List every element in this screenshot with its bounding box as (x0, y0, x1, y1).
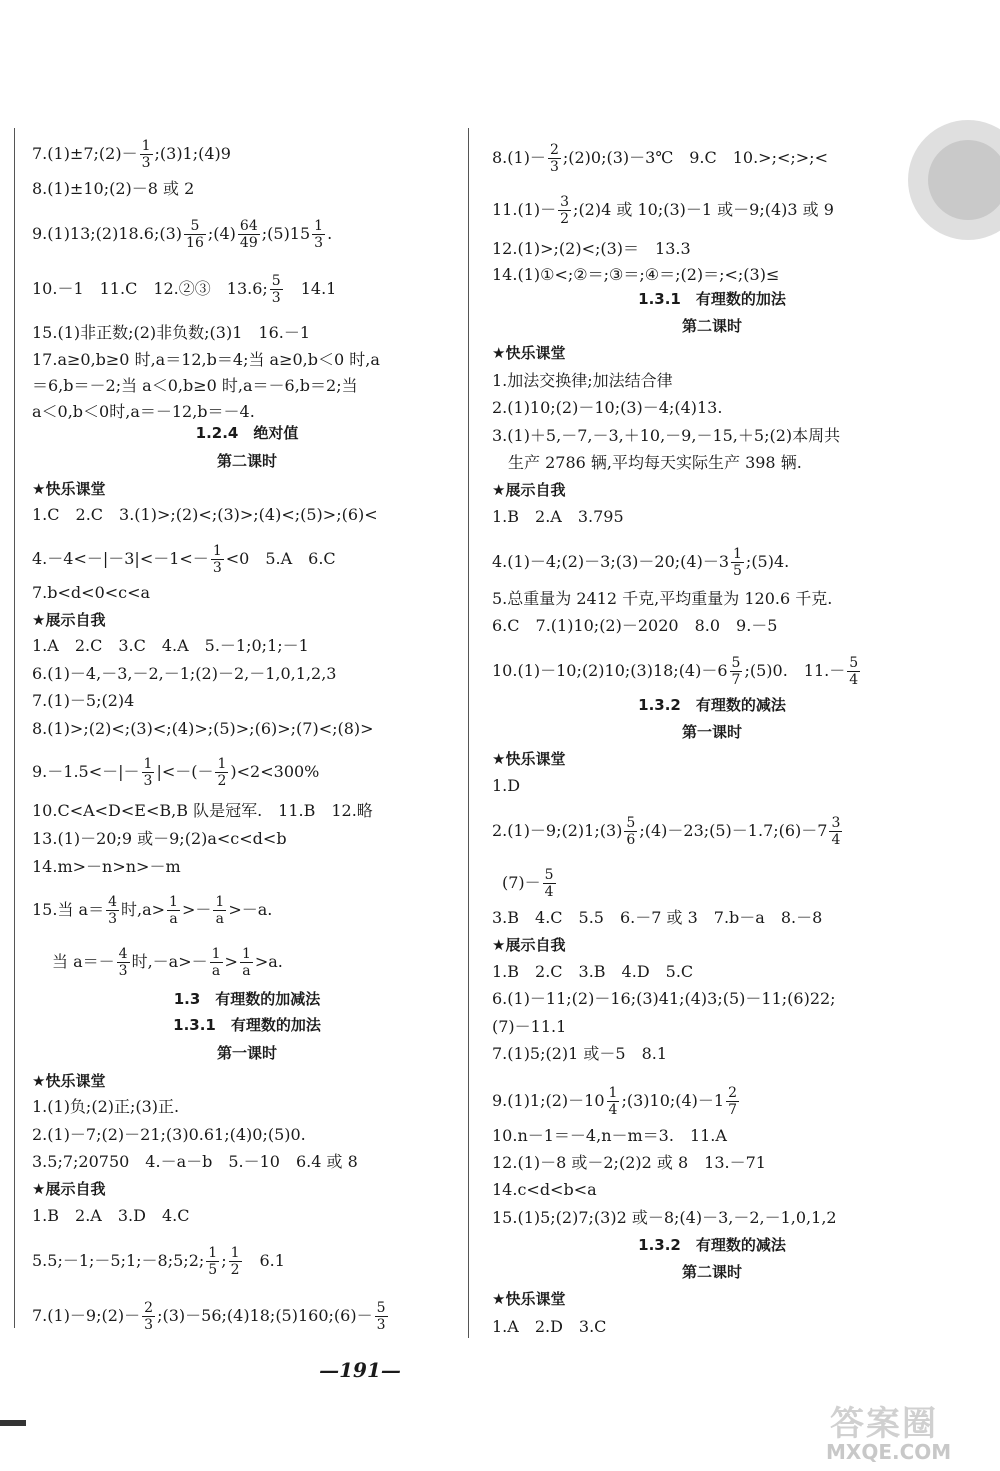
page-number: —191— (319, 1358, 401, 1382)
answer-line: 1.(1)负;(2)正;(3)正. (32, 1097, 180, 1116)
answer-line: 14.m>－n>n>－m (32, 857, 181, 876)
answer-line: 1.C 2.C 3.(1)>;(2)<;(3)>;(4)<;(5)>;(6)< (32, 505, 378, 524)
lesson-heading: 第二课时 (681, 1263, 742, 1281)
answer-line: 10.(1)－10;(2)10;(3)18;(4)－6 $\frac{5}{7}$ ;(5)0. 11.－ $\frac{5}{4}$ (492, 655, 859, 688)
answer-line: 6.(1)－11;(2)－16;(3)41;(4)3;(5)－11;(6)22; (492, 989, 836, 1008)
section-label: ★快乐课堂 (492, 1290, 566, 1308)
answer-line: 10.C<A<D<E<B,B 队是冠军. 11.B 12.略 (32, 801, 373, 820)
answer-line: 8.(1)>;(2)<;(3)<;(4)>;(5)>;(6)>;(7)<;(8)> (32, 719, 374, 738)
lesson-heading: 第二课时 (681, 317, 742, 335)
answer-line: 15.(1)5;(2)7;(3)2 或－8;(4)－3,－2,－1,0,1,2 (492, 1208, 837, 1227)
answer-line: 3.B 4.C 5.5 6.－7 或 3 7.b－a 8.－8 (492, 908, 823, 927)
answer-line: 8.(1)－ $\frac{2}{3}$ ;(2)0;(3)－3℃ 9.C 10.>;<;>;< (492, 142, 828, 175)
answer-line: 1.加法交换律;加法结合律 (492, 371, 673, 390)
answer-line: 10.n－1＝－4,n－m＝3. 11.A (492, 1126, 727, 1145)
answer-line: 12.(1)－8 或－2;(2)2 或 8 13.－71 (492, 1153, 766, 1172)
answer-line: (7)－ $\frac{5}{4}$ (502, 867, 554, 900)
column-divider (468, 128, 469, 1338)
answer-line: 1.A 2.C 3.C 4.A 5.－1;0;1;－1 (32, 636, 309, 655)
section-heading: 1.3.2 有理数的减法 (638, 1236, 786, 1254)
answer-line: 17.a≥0,b≥0 时,a＝12,b＝4;当 a≥0,b＜0 时,a (32, 350, 380, 369)
answer-line: 6.C 7.(1)10;(2)－2020 8.0 9.－5 (492, 616, 778, 635)
answer-line: 7.(1)5;(2)1 或－5 8.1 (492, 1044, 668, 1063)
section-heading: 1.3.1 有理数的加法 (173, 1016, 321, 1034)
answer-line: 9.－1.5<－|－ $\frac{1}{3}$ |<－(－ $\frac{1}{2}$ )<2<300% (32, 756, 320, 789)
watermark-url: MXQE.COM (826, 1440, 952, 1464)
answer-line: 14.c<d<b<a (492, 1180, 597, 1199)
answer-line: 7.(1)－5;(2)4 (32, 691, 135, 710)
answer-line: 8.(1)±10;(2)－8 或 2 (32, 179, 195, 198)
section-label: ★快乐课堂 (32, 480, 106, 498)
left-margin-rule (14, 128, 15, 1328)
section-heading: 1.3.2 有理数的减法 (638, 696, 786, 714)
section-label: ★展示自我 (492, 481, 566, 499)
answer-line: (7)－11.1 (492, 1017, 567, 1036)
answer-line: 9.(1)1;(2)－10 $\frac{1}{4}$ ;(3)10;(4)－1 $\frac{2}{7}$ (492, 1085, 738, 1118)
answer-line: 13.(1)－20;9 或－9;(2)a<c<d<b (32, 829, 287, 848)
answer-line: 4.－4<－|－3|<－1<－ $\frac{1}{3}$ <0 5.A 6.C (32, 543, 336, 576)
lesson-heading: 第一课时 (681, 723, 742, 741)
section-label: ★展示自我 (492, 936, 566, 954)
answer-line: 1.B 2.A 3.795 (492, 507, 624, 526)
answer-line: 7.(1)±7;(2)－ $\frac{1}{3}$ ;(3)1;(4)9 (32, 138, 231, 171)
section-heading: 1.3 有理数的加减法 (173, 990, 321, 1008)
answer-line: 11.(1)－ $\frac{3}{2}$ ;(2)4 或 10;(3)－1 或－9;(4)3 或 9 (492, 194, 834, 227)
answer-line: 1.B 2.A 3.D 4.C (32, 1206, 190, 1225)
answer-line: 5.5;－1;－5;1;－8;5;2; $\frac{1}{5}$ ; $\frac{1}{2}$ 6.1 (32, 1245, 285, 1278)
answer-line: 1.B 2.C 3.B 4.D 5.C (492, 962, 694, 981)
answer-line: ＝6,b＝－2;当 a＜0,b≥0 时,a＝－6,b＝2;当 (32, 376, 358, 395)
answer-line: 6.(1)－4,－3,－2,－1;(2)－2,－1,0,1,2,3 (32, 664, 337, 683)
answer-line: 1.D (492, 776, 521, 795)
page-edge-mark (0, 1420, 26, 1426)
answer-line: 15.(1)非正数;(2)非负数;(3)1 16.－1 (32, 323, 311, 342)
section-label: ★快乐课堂 (492, 344, 566, 362)
answer-line: 12.(1)>;(2)<;(3)＝ 13.3 (492, 239, 691, 258)
section-label: ★展示自我 (32, 1180, 106, 1198)
section-heading: 1.2.4 绝对值 (195, 424, 299, 442)
answer-line: 2.(1)10;(2)－10;(3)－4;(4)13. (492, 398, 723, 417)
section-label: ★快乐课堂 (492, 750, 566, 768)
section-label: ★展示自我 (32, 611, 106, 629)
lesson-heading: 第一课时 (216, 1044, 277, 1062)
answer-line: 15.当 a＝ $\frac{4}{3}$ 时,a> $\frac{1}{a}$ >－ $\frac{1}{a}$ >－a. (32, 894, 273, 927)
answer-line: 10.－1 11.C 12.②③ 13.6; $\frac{5}{3}$ 14.1 (32, 273, 337, 306)
answer-line: a＜0,b＜0时,a＝－12,b＝－4. (32, 402, 255, 421)
watermark-text: 答案圈 (830, 1404, 938, 1444)
section-label: ★快乐课堂 (32, 1072, 106, 1090)
corner-seal-stamp (908, 120, 1000, 240)
answer-line: 1.A 2.D 3.C (492, 1317, 607, 1336)
answer-line: 生产 2786 辆,平均每天实际生产 398 辆. (508, 453, 802, 472)
answer-line: 3.(1)＋5,－7,－3,＋10,－9,－15,＋5;(2)本周共 (492, 426, 841, 445)
answer-line: 当 a＝－ $\frac{4}{3}$ 时,－a>－ $\frac{1}{a}$ > $\frac{1}{a}$ >a. (52, 946, 283, 979)
answer-line: 7.b<d<0<c<a (32, 583, 151, 602)
section-heading: 1.3.1 有理数的加法 (638, 290, 786, 308)
answer-line: 5.总重量为 2412 千克,平均重量为 120.6 千克. (492, 589, 833, 608)
answer-line: 14.(1)①<;②＝;③＝;④＝;(2)＝;<;(3)≤ (492, 265, 780, 284)
answer-line: 2.(1)－9;(2)1;(3) $\frac{5}{6}$ ;(4)－23;(5)－1.7;(6)－7 $\frac{3}{4}$ (492, 815, 841, 848)
watermark-logo (820, 1396, 996, 1468)
answer-line: 2.(1)－7;(2)－21;(3)0.61;(4)0;(5)0. (32, 1125, 306, 1144)
lesson-heading: 第二课时 (216, 452, 277, 470)
answer-line: 7.(1)－9;(2)－ $\frac{2}{3}$ ;(3)－56;(4)18;(5)160;(6)－ $\frac{5}{3}$ (32, 1300, 386, 1333)
answer-line: 4.(1)－4;(2)－3;(3)－20;(4)－3 $\frac{1}{5}$ ;(5)4. (492, 546, 790, 579)
answer-line: 9.(1)13;(2)18.6;(3) $\frac{5}{16}$ ;(4) $\frac{64}{49}$ ;(5)15 $\frac{1}{3}$ . (32, 218, 333, 251)
answer-line: 3.5;7;20750 4.－a－b 5.－10 6.4 或 8 (32, 1152, 358, 1171)
